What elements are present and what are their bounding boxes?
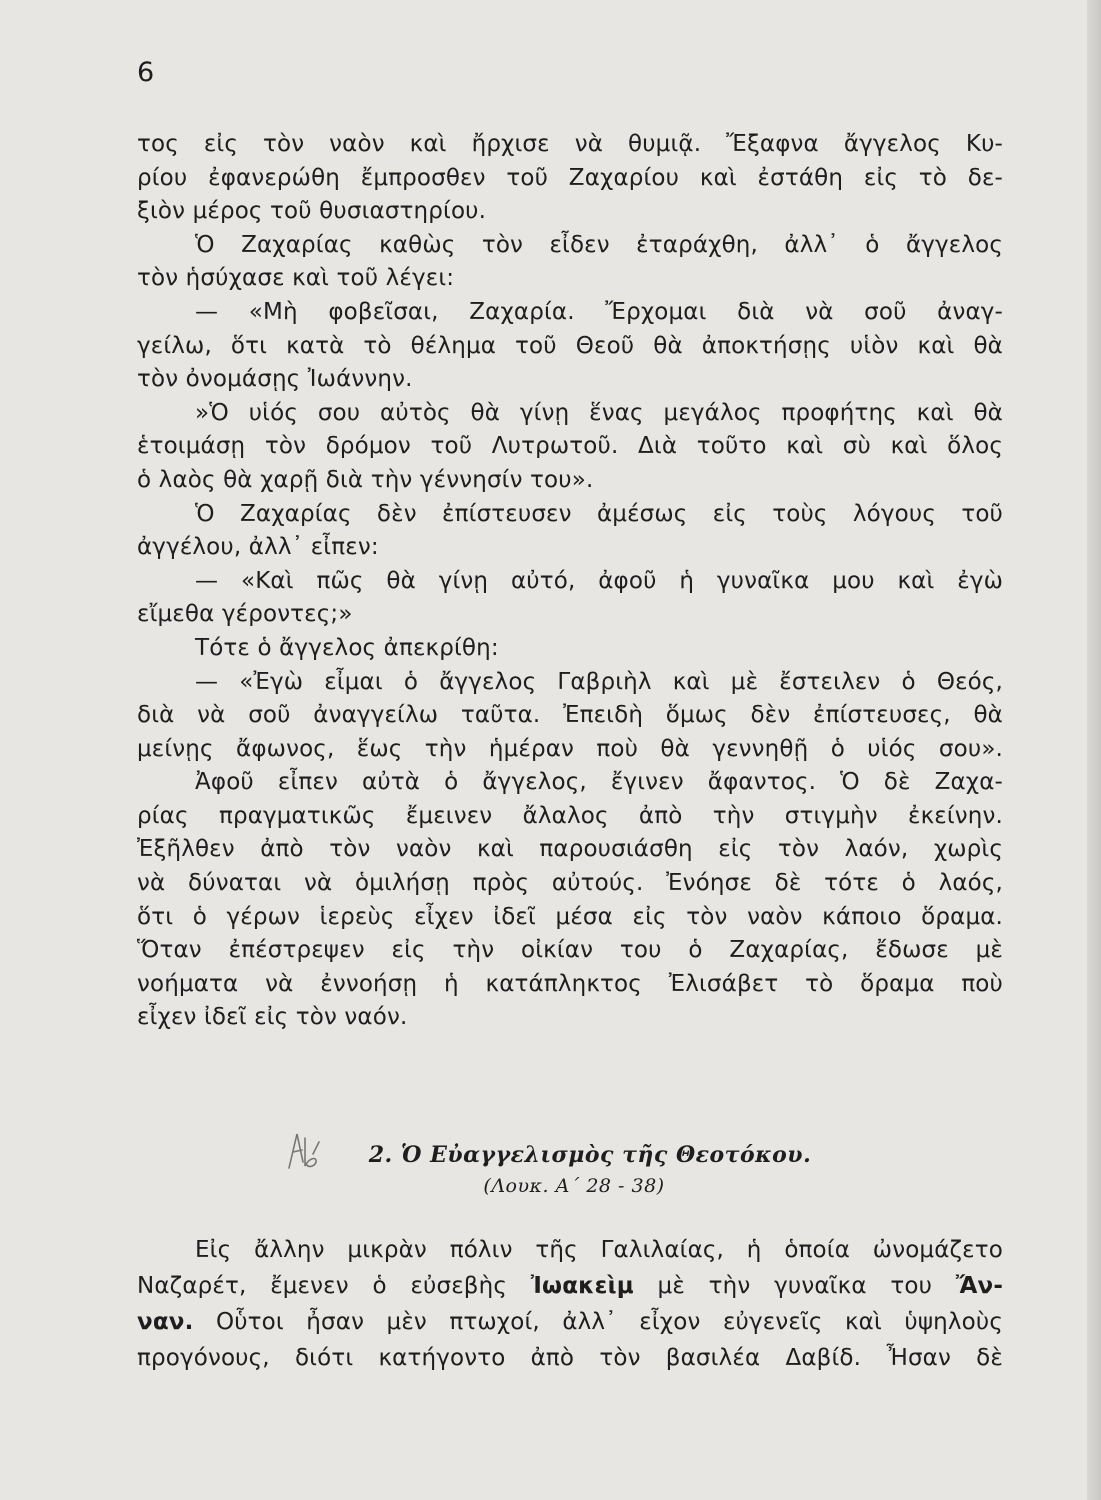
text-line: — «Καὶ πῶς θὰ γίνῃ αὐτό, ἀφοῦ ἡ γυναῖκα μου καὶ ἐγὼ: [195, 567, 1003, 594]
text-line: ξιὸν μέρος τοῦ θυσιαστηρίου.: [137, 198, 487, 225]
section-heading: [137, 1138, 1003, 1200]
section-text: [137, 1232, 1003, 1376]
text-line: εἴμεθα γέροντες;»: [137, 601, 353, 628]
text-line: Ἀφοῦ εἶπεν αὐτὰ ὁ ἄγγελος, ἔγινεν ἄφαντος. Ὁ δὲ Ζαχα-: [195, 769, 1003, 796]
text-line: τὸν ἡσύχασε καὶ τοῦ λέγει:: [137, 265, 455, 292]
chapter-text: [137, 128, 1003, 1035]
text-line: ὁ λαὸς θὰ χαρῇ διὰ τὴν γέννησίν του».: [137, 466, 594, 493]
page-number: 6: [137, 57, 155, 88]
text-line: ρίας πραγματικῶς ἔμεινεν ἄλαλος ἀπὸ τὴν στιγμὴν ἐκείνην.: [137, 802, 1003, 829]
text-line: ἑτοιμάσῃ τὸν δρόμον τοῦ Λυτρωτοῦ. Διὰ τοῦτο καὶ σὺ καὶ ὅλος: [137, 433, 1003, 460]
text-line: ρίου ἐφανερώθη ἔμπροσθεν τοῦ Ζαχαρίου καὶ ἐστάθη εἰς τὸ δε-: [137, 164, 1003, 191]
text-line: Εἰς ἄλλην μικρὰν πόλιν τῆς Γαλιλαίας, ἡ ὁποία ὠνομάζετο: [195, 1237, 1003, 1263]
text-line: Ἐξῆλθεν ἀπὸ τὸν ναὸν καὶ παρουσιάσθη εἰς τὸν λαόν, χωρὶς: [137, 836, 1003, 863]
text-span: Ναζαρέτ, ἔμενεν ὁ εὐσεβὴς: [137, 1273, 531, 1299]
name-anna: Ἄν-: [955, 1273, 1004, 1299]
name-anna-cont: ναν.: [137, 1309, 194, 1335]
text-line: Ὅταν ἐπέστρεψεν εἰς τὴν οἰκίαν του ὁ Ζαχαρίας, ἔδωσε μὲ: [137, 937, 1003, 964]
text-line: διὰ νὰ σοῦ ἀναγγείλω ταῦτα. Ἐπειδὴ ὅμως δὲν ἐπίστευσες, θὰ: [137, 702, 1003, 729]
text-line: εἶχεν ἰδεῖ εἰς τὸν ναόν.: [137, 1004, 408, 1031]
text-line: νὰ δύναται νὰ ὁμιλήσῃ πρὸς αὐτούς. Ἐνόησε δὲ τότε ὁ λαός,: [137, 870, 1003, 897]
text-line: Ὁ Ζαχαρίας καθὼς τὸν εἶδεν ἐταράχθη, ἀλλ᾽ ὁ ἄγγελος: [195, 231, 1003, 258]
text-line: νοήματα νὰ ἐννοήσῃ ἡ κατάπληκτος Ἐλισάβετ τὸ ὅραμα ποὺ: [137, 970, 1003, 997]
text-line: Ὁ Ζαχαρίας δὲν ἐπίστευσεν ἀμέσως εἰς τοὺς λόγους τοῦ: [195, 500, 1003, 527]
text-line: — «Ἐγὼ εἶμαι ὁ ἄγγελος Γαβριὴλ καὶ μὲ ἔστειλεν ὁ Θεός,: [195, 668, 1003, 695]
name-joachim: Ἰωακεὶμ: [530, 1273, 634, 1299]
scripture-reference: (Λουκ. Α΄ 28 - 38): [483, 1175, 665, 1197]
text-line: [137, 1304, 1003, 1340]
text-line: [137, 1268, 1003, 1304]
text-line: προγόνους, διότι κατήγοντο ἀπὸ τὸν βασιλέα Δαβίδ. Ἦσαν δὲ: [137, 1345, 1003, 1371]
text-line: μείνῃς ἄφωνος, ἕως τὴν ἡμέραν ποὺ θὰ γεννηθῇ ὁ υἱός σου».: [137, 735, 1003, 762]
text-line: τὸν ὀνομάσῃς Ἰωάννην.: [137, 366, 413, 393]
text-line: ἀγγέλου, ἀλλ᾽ εἶπεν:: [137, 534, 379, 561]
text-span: Οὗτοι ἦσαν μὲν πτωχοί, ἀλλ᾽ εἶχον εὐγενεῖς καὶ ὑψηλοὺς: [193, 1309, 1003, 1335]
section-title: 2. Ὁ Εὐαγγελισμὸς τῆς Θεοτόκου.: [368, 1142, 812, 1168]
page-edge: [1087, 0, 1101, 1500]
text-line: »Ὁ υἱός σου αὐτὸς θὰ γίνῃ ἕνας μεγάλος προφήτης καὶ θὰ: [195, 399, 1003, 426]
text-line: ὅτι ὁ γέρων ἱερεὺς εἶχεν ἰδεῖ μέσα εἰς τὸν ναὸν κάποιο ὅραμα.: [137, 903, 1003, 930]
text-line: τος εἰς τὸν ναὸν καὶ ἤρχισε νὰ θυμιᾷ. Ἔξαφνα ἄγγελος Κυ-: [137, 131, 1003, 157]
text-line: γείλω, ὅτι κατὰ τὸ θέλημα τοῦ Θεοῦ θὰ ἀποκτήσῃς υἱὸν καὶ θὰ: [137, 332, 1003, 359]
text-span: μὲ τὴν γυναῖκα του: [633, 1273, 956, 1299]
text-line: Τότε ὁ ἄγγελος ἀπεκρίθη:: [195, 634, 499, 661]
text-line: — «Μὴ φοβεῖσαι, Ζαχαρία. Ἔρχομαι διὰ νὰ σοῦ ἀναγ-: [195, 298, 1003, 325]
